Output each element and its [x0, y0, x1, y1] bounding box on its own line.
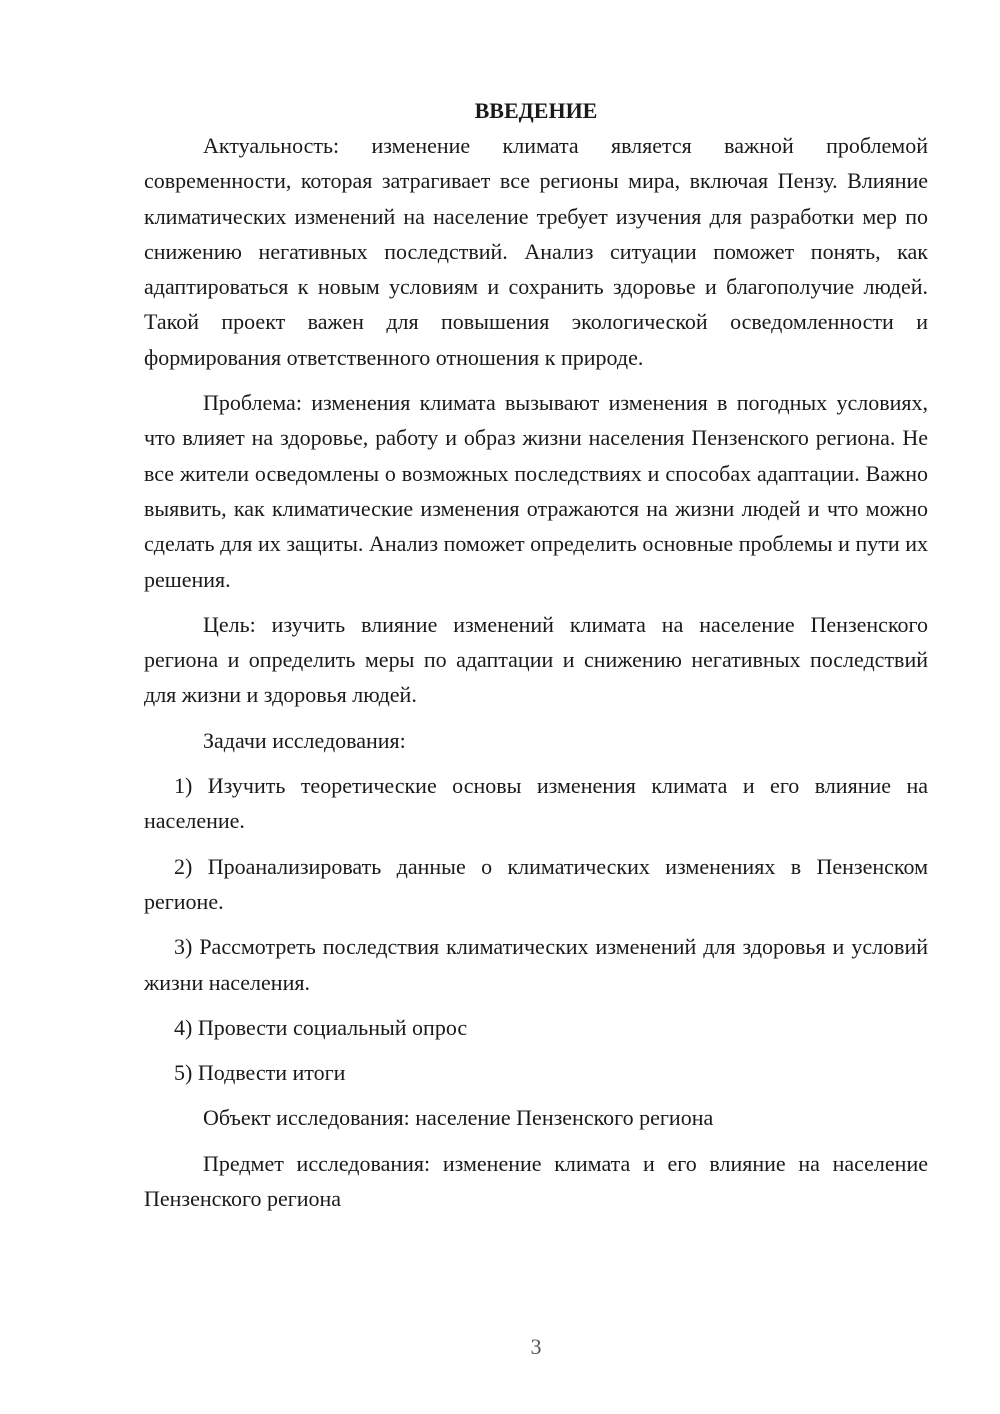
paragraph-subject: Предмет исследования: изменение климата и его влияние на население Пензенского региона [144, 1150, 928, 1212]
task-item-3: 3) Рассмотреть последствия климатических изменений для здоровья и условий жизни населения. [144, 934, 928, 995]
paragraph-problem: Проблема: изменения климата вызывают изменения в погодных условиях, что влияет на здоровье, работу и образ жизни населения Пензенского региона. Не все жители осведомлены о возможных последствиях и способах адаптации. Важно выявить, как климатические изменения отражаются на жизни людей и что можно сделать для их защиты. Анализ поможет определить основные проблемы и пути их решения. [144, 390, 928, 592]
task-item-1: 1) Изучить теоретические основы изменения климата и его влияние на население. [144, 773, 928, 834]
paragraph-relevance: Актуальность: изменение климата является важной проблемой современности, которая затрагивает все регионы мира, включая Пензу. Влияние климатических изменений на население требует изучения для разработки мер по снижению негативных последствий. Анализ ситуации поможет понять, как адаптироваться к новым условиям и сохранить здоровье и благополучие людей. Такой проект важен для повышения экологической осведомленности и формирования ответственного отношения к природе. [144, 133, 928, 370]
task-item-2: 2) Проанализировать данные о климатических изменениях в Пензенском регионе. [144, 853, 928, 914]
task-item-4: 4) Провести социальный опрос [174, 1014, 468, 1040]
page-number: 3 [530, 1334, 542, 1359]
paragraph-goal: Цель: изучить влияние изменений климата на население Пензенского региона и определить меры по адаптации и снижению негативных последствий для жизни и здоровья людей. [144, 611, 928, 708]
task-item-5: 5) Подвести итоги [174, 1060, 346, 1086]
paragraph-object: Объект исследования: население Пензенского региона [203, 1105, 714, 1131]
document-page [144, 96, 928, 1226]
paragraph-tasks-heading: Задачи исследования: [203, 727, 406, 753]
section-title: ВВЕДЕНИЕ [474, 98, 598, 123]
